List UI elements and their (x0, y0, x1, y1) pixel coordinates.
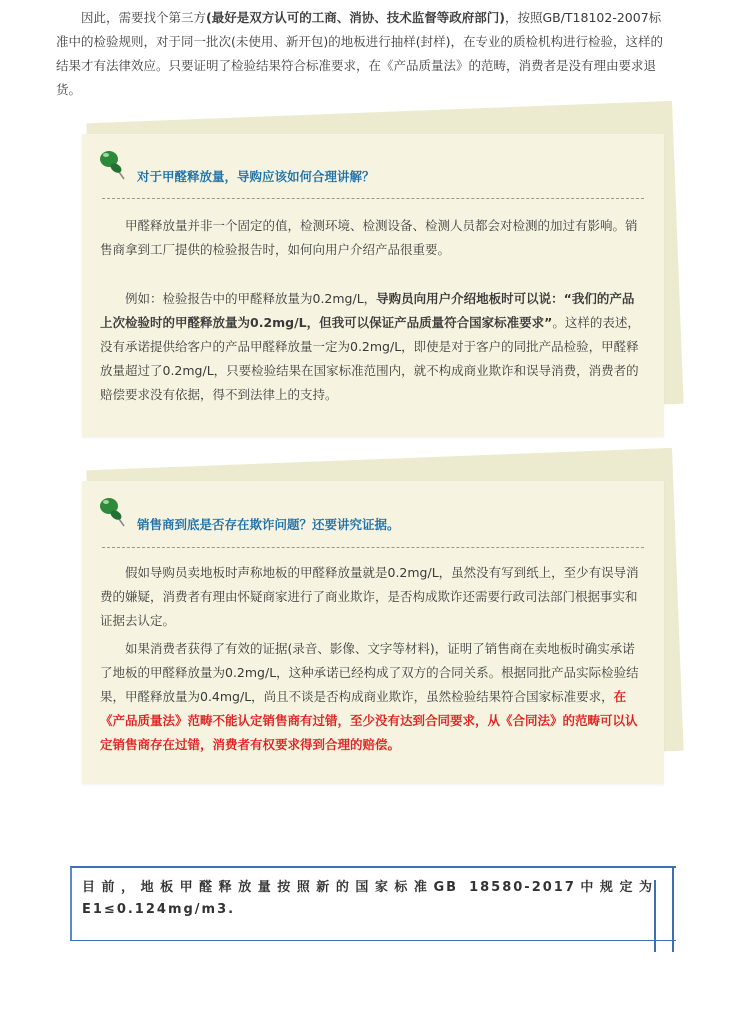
card-1-paragraph-2 (100, 287, 646, 407)
card-2-paper (82, 481, 664, 784)
pushpin-icon (98, 148, 132, 182)
card-2-paragraph-2 (100, 637, 646, 757)
card-2-divider (102, 547, 644, 548)
card-1-divider (102, 198, 644, 199)
intro-text-1: 因此，需要找个第三方 (81, 10, 207, 25)
card-1-paper (82, 134, 664, 437)
card-2-p2-text: 如果消费者获得了有效的证据(录音、影像、文字等材料)，证明了销售商在卖地板时确实承诺了地板的甲醛释放量为0.2mg/L，这种承诺已经构成了双方的合同关系。根据同批产品实际检验结果，甲醛释放量为0.4mg/L，尚且不谈是否构成商业欺诈，虽然检验结果符合国家标准要求， (100, 641, 639, 704)
card-2-p2-red: 在《产品质量法》范畴不能认定销售商有过错，至少没有达到合同要求，从《合同法》的范畴可以认定销售商存在过错，消费者有权要求得到合理的赔偿。 (100, 689, 638, 752)
card-1 (82, 134, 664, 437)
card-1-p2-bold: 导购员向用户介绍地板时可以说：“我们的产品上次检验时的甲醛释放量为0.2mg/L，但我可以保证产品质量符合国家标准要求” (100, 291, 635, 330)
card-2 (82, 481, 664, 784)
card-1-body (100, 214, 646, 407)
note-box-right-line (672, 866, 674, 952)
card-1-p2-text-a: 例如：检验报告中的甲醛释放量为0.2mg/L， (125, 291, 377, 306)
intro-text-2: ，按照GB/T18102-2007标准中的检验规则，对于同一批次(未使用、新开包)的地板进行抽样(封样)，在专业的质检机构进行检验，这样的结果才有法律效应。只要证明了检验结果符合标准要求，在《产品质量法》的范畴，消费者是没有理由要求退货。 (56, 10, 664, 97)
pushpin-icon (98, 495, 132, 529)
card-1-paragraph-1: 甲醛释放量并非一个固定的值，检测环境、检测设备、检测人员都会对检测的加过有影响。销售商拿到工厂提供的检验报告时，如何向用户介绍产品很重要。 (100, 218, 638, 257)
note-box-inner-line (654, 880, 656, 952)
intro-text-bold: (最好是双方认可的工商、消协、技术监督等政府部门) (206, 10, 505, 25)
card-2-title: 销售商到底是否存在欺诈问题？还要讲究证据。 (137, 517, 400, 532)
card-1-title: 对于甲醛释放量，导购应该如何合理讲解？ (137, 169, 375, 184)
note-text: 目前，地板甲醛释放量按照新的国家标准GB 18580-2017中规定为E1≤0.124mg/m3. (82, 880, 654, 917)
intro-paragraph (56, 6, 668, 102)
card-2-paragraph-1: 假如导购员卖地板时声称地板的甲醛释放量就是0.2mg/L，虽然没有写到纸上，至少有误导消费的嫌疑，消费者有理由怀疑商家进行了商业欺诈，是否构成欺诈还需要行政司法部门根据事实和证据去认定。 (100, 565, 639, 628)
card-1-p2-text-b: 。这样的表述，没有承诺提供给客户的产品甲醛释放量一定为0.2mg/L，即使是对于客户的同批产品检验，甲醛释放量超过了0.2mg/L，只要检验结果在国家标准范围内，就不构成商业欺诈和误导消费，消费者的赔偿要求没有依据，得不到法律上的支持。 (100, 315, 640, 402)
card-2-body (100, 561, 646, 757)
